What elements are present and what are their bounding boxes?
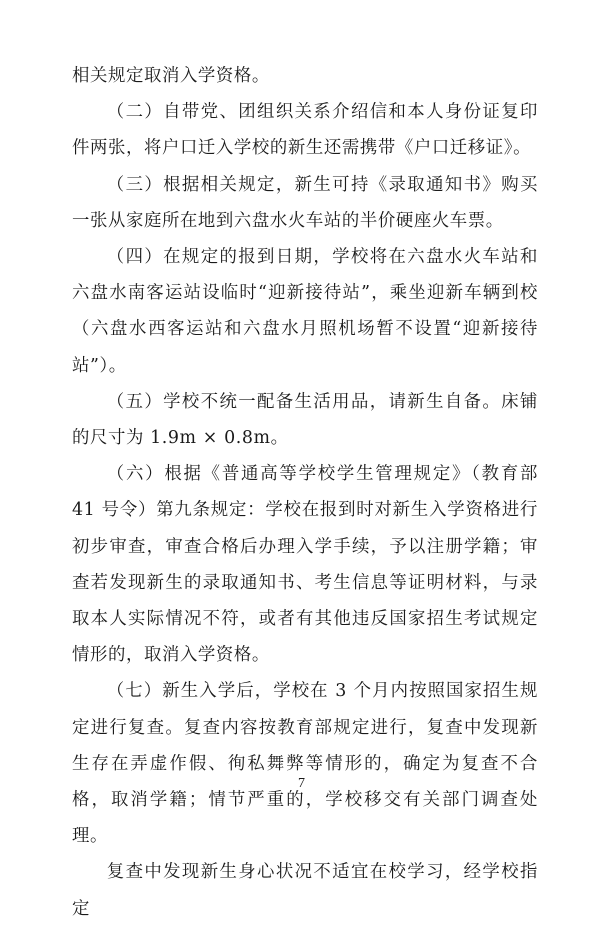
paragraph-continuation: 相关规定取消入学资格。 bbox=[72, 66, 270, 86]
paragraph-review: 复查中发现新生身心状况不适宜在校学习，经学校指定 bbox=[72, 862, 538, 919]
paragraph-item-3: （三）根据相关规定，新生可持《录取通知书》购买一张从家庭所在地到六盘水火车站的半价硬座火车票。 bbox=[72, 174, 538, 231]
body-text bbox=[72, 58, 538, 927]
paragraph-item-7: （七）新生入学后，学校在 3 个月内按照国家招生规定进行复查。复查内容按教育部规定进行，复查中发现新生存在弄虚作假、徇私舞弊等情形的，确定为复查不合格，取消学籍；情节严重的，学校移交有关部门调查处理。 bbox=[72, 681, 538, 847]
page-number: 7 bbox=[298, 776, 305, 791]
paragraph-item-2: （二）自带党、团组织关系介绍信和本人身份证复印件两张，将户口迁入学校的新生还需携带《户口迁移证》。 bbox=[72, 102, 538, 159]
paragraph-item-4: （四）在规定的报到日期，学校将在六盘水火车站和六盘水南客运站设临时“迎新接待站”，乘坐迎新车辆到校（六盘水西客运站和六盘水月照机场暂不设置“迎新接待站”）。 bbox=[72, 247, 538, 376]
paragraph-item-5: （五）学校不统一配备生活用品，请新生自备。床铺的尺寸为 1.9m × 0.8m。 bbox=[72, 391, 538, 449]
paragraph-item-6: （六）根据《普通高等学校学生管理规定》（教育部 41 号令）第九条规定：学校在报到时对新生入学资格进行初步审查，审查合格后办理入学手续，予以注册学籍；审查若发现新生的录取通知书、考生信息等证明材料，与录取本人实际情况不符，或者有其他违反国家招生考试规定情形的，取消入学资格。 bbox=[72, 464, 538, 666]
